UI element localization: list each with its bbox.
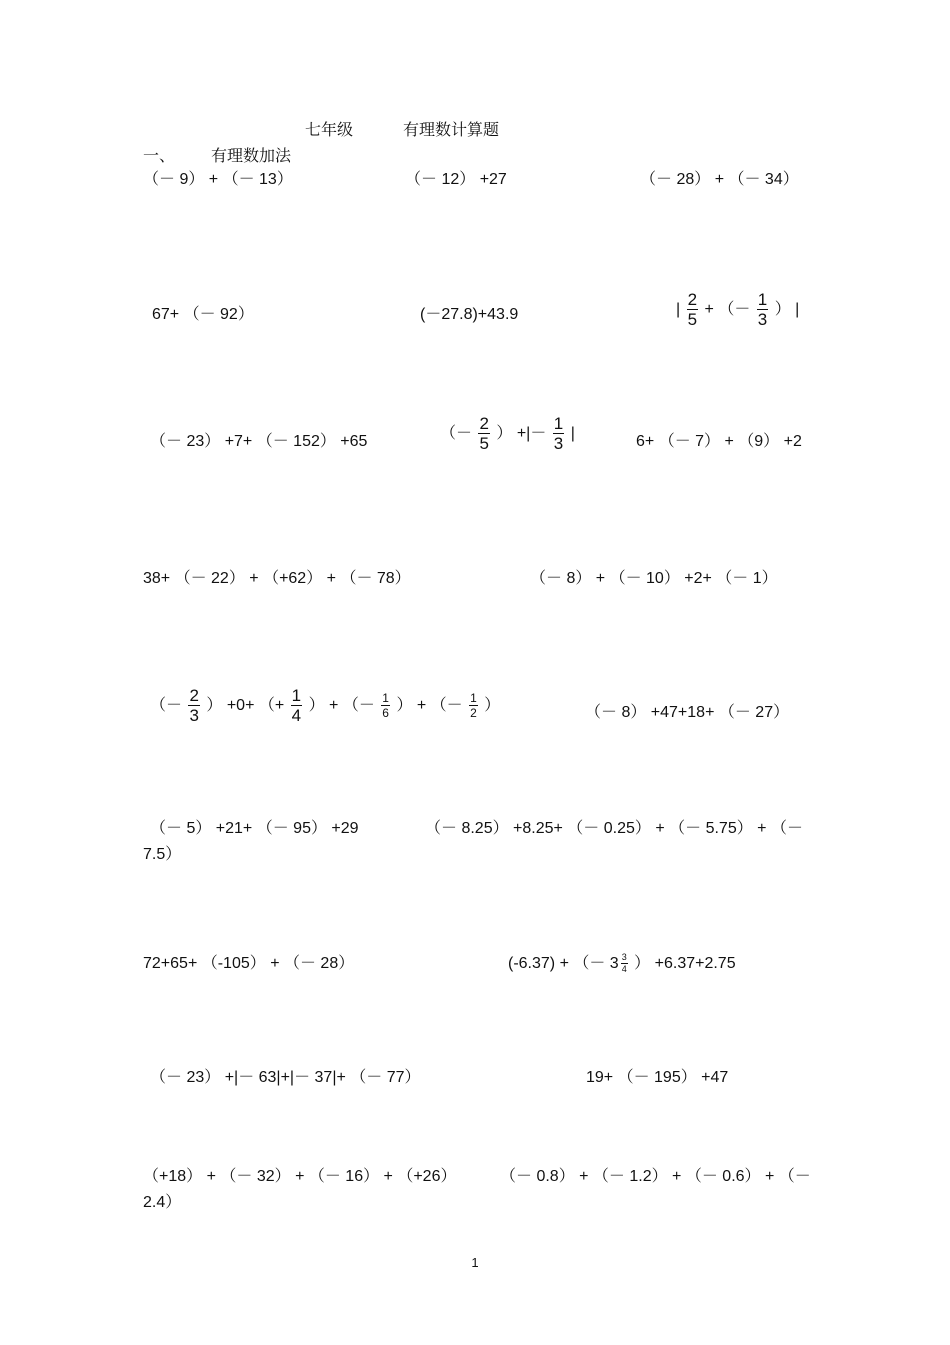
title-topic: 有理数计算题 (403, 120, 500, 139)
numerator: 1 (470, 691, 477, 706)
fraction (478, 415, 489, 452)
problem-3: （－ 28） + （－ 34） (640, 171, 799, 188)
denominator: 3 (553, 434, 564, 454)
problem-7: （－ 23） +7+ （－ 152） +65 (150, 433, 368, 450)
problem-15-line2: 7.5） (143, 846, 182, 863)
title-grade: 七年级 (305, 120, 354, 139)
denominator: 4 (291, 706, 302, 726)
expression-part: ） +|－ (496, 425, 547, 442)
denominator: 3 (757, 310, 768, 330)
expression-part: + （－ (704, 301, 751, 318)
problem-19: 19+ （－ 195） +47 (586, 1069, 729, 1086)
denominator: 5 (687, 310, 698, 330)
problem-4: 67+ （－ 92） (152, 306, 254, 323)
expression-part: | (570, 425, 575, 442)
problem-17 (508, 950, 736, 978)
problem-10: 38+ （－ 22） + （+62） + （－ 78） (143, 570, 411, 587)
denominator: 3 (189, 706, 199, 726)
fraction (687, 291, 698, 328)
expression-part: ） + （－ (396, 697, 463, 714)
fraction (621, 953, 628, 974)
problem-21-line2: 2.4） (143, 1194, 182, 1211)
problem-9: 6+ （－ 7） + （9） +2 (636, 433, 802, 450)
section-number: 一、 (143, 146, 176, 165)
denominator: 6 (382, 706, 389, 721)
denominator: 5 (479, 434, 489, 454)
expression-part: ） +6.37+2.75 (629, 955, 736, 972)
expression-part: (-6.37) + （－ 3 (508, 955, 619, 972)
fraction (188, 687, 199, 724)
problem-6 (676, 290, 799, 330)
numerator: 1 (291, 686, 302, 706)
numerator: 1 (553, 414, 564, 434)
expression-part: ） | (774, 301, 800, 318)
problem-12 (150, 686, 500, 726)
denominator: 4 (621, 964, 627, 975)
numerator: 1 (382, 691, 389, 706)
numerator: 1 (757, 290, 768, 310)
problem-13: （－ 8） +47+18+ （－ 27） (585, 704, 790, 721)
expression-part: ） + （－ (308, 697, 375, 714)
expression-part: （－ (440, 425, 473, 442)
problem-16: 72+65+ （-105） + （－ 28） (143, 955, 355, 972)
problem-18: （－ 23） +|－ 63|+|－ 37|+ （－ 77） (150, 1069, 421, 1086)
problem-5: (－27.8)+43.9 (420, 306, 519, 323)
denominator: 2 (470, 706, 477, 721)
fraction (381, 692, 390, 719)
problem-14: （－ 5） +21+ （－ 95） +29 (150, 820, 359, 837)
problem-15-line1: （－ 8.25） +8.25+ （－ 0.25） + （－ 5.75） + （－ (425, 820, 803, 837)
problem-8 (440, 414, 575, 454)
page-number: 1 (471, 1255, 479, 1270)
numerator: 2 (479, 414, 489, 434)
abs-bar: | (676, 301, 681, 318)
fraction (291, 687, 302, 724)
fraction (469, 692, 478, 719)
problem-2: （－ 12） +27 (405, 171, 507, 188)
problem-11: （－ 8） + （－ 10） +2+ （－ 1） (530, 570, 778, 587)
problem-20: （+18） + （－ 32） + （－ 16） + （+26） (143, 1168, 457, 1185)
expression-part: （－ (150, 697, 183, 714)
expression-part: ） (484, 697, 501, 714)
numerator: 3 (621, 952, 627, 963)
numerator: 2 (189, 686, 199, 706)
numerator: 2 (687, 290, 698, 310)
problem-21-line1: （－ 0.8） + （－ 1.2） + （－ 0.6） + （－ (500, 1168, 811, 1185)
fraction (757, 291, 768, 328)
fraction (553, 415, 564, 452)
expression-part: ） +0+ （+ (206, 697, 285, 714)
section-name: 有理数加法 (211, 146, 292, 165)
problem-1: （－ 9） + （－ 13） (143, 171, 293, 188)
